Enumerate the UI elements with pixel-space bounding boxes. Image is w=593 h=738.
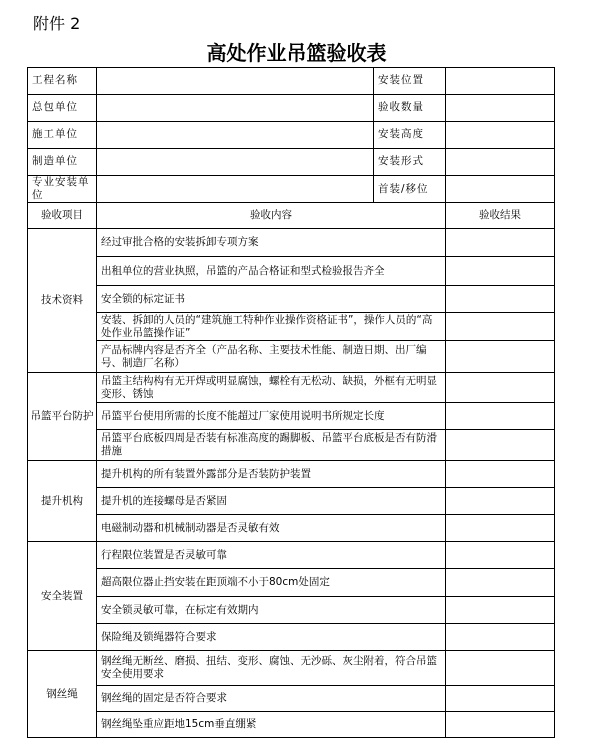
- check-content: 经过审批合格的安装拆卸专项方案: [97, 229, 446, 257]
- info-value-field[interactable]: [97, 95, 374, 122]
- info-value-field[interactable]: [97, 122, 374, 149]
- check-row: [28, 686, 555, 712]
- column-header-row: [28, 203, 555, 229]
- info-label: 安装高度: [374, 122, 446, 149]
- check-content: 超高限位器止挡安装在距顶端不小于80cm处固定: [97, 569, 446, 597]
- check-row: [28, 373, 555, 403]
- check-content: 吊篮平台使用所需的长度不能超过厂家使用说明书所规定长度: [97, 403, 446, 430]
- check-row: [28, 313, 555, 341]
- result-field[interactable]: [446, 430, 555, 461]
- check-content: 钢丝绳无断丝、磨损、扭结、变形、腐蚀、无沙砾、灰尘附着，符合吊篮安全使用要求: [97, 651, 446, 686]
- result-field[interactable]: [446, 569, 555, 597]
- check-row: [28, 461, 555, 488]
- info-label: 专业安装单位: [28, 176, 97, 203]
- check-row: [28, 229, 555, 257]
- result-field[interactable]: [446, 624, 555, 651]
- result-field[interactable]: [446, 686, 555, 712]
- result-field[interactable]: [446, 286, 555, 313]
- result-field[interactable]: [446, 257, 555, 286]
- section-name: 提升机构: [28, 461, 97, 542]
- check-content: 产品标牌内容是否齐全（产品名称、主要技术性能、制造日期、出厂编号、制造厂名称）: [97, 341, 446, 373]
- info-label: 安装形式: [374, 149, 446, 176]
- section-name: 钢丝绳: [28, 651, 97, 738]
- check-row: [28, 488, 555, 515]
- result-field[interactable]: [446, 515, 555, 542]
- result-field[interactable]: [446, 229, 555, 257]
- column-header-item: 验收项目: [28, 203, 97, 229]
- attachment-label: 附件 2: [33, 14, 81, 33]
- result-field[interactable]: [446, 712, 555, 738]
- info-value-field[interactable]: [446, 149, 555, 176]
- check-row: [28, 569, 555, 597]
- info-row: [28, 149, 555, 176]
- info-value-field[interactable]: [446, 95, 555, 122]
- section-name: 吊篮平台防护: [28, 373, 97, 461]
- info-label: 施工单位: [28, 122, 97, 149]
- info-label: 首装/移位: [374, 176, 446, 203]
- info-label: 安装位置: [374, 68, 446, 95]
- check-row: [28, 286, 555, 313]
- section-name: 技术资料: [28, 229, 97, 373]
- result-field[interactable]: [446, 542, 555, 569]
- info-value-field[interactable]: [97, 176, 374, 203]
- inspection-table: [27, 67, 555, 738]
- check-row: [28, 651, 555, 686]
- info-value-field[interactable]: [446, 68, 555, 95]
- result-field[interactable]: [446, 403, 555, 430]
- check-row: [28, 403, 555, 430]
- check-row: [28, 624, 555, 651]
- result-field[interactable]: [446, 597, 555, 624]
- check-content: 安全锁灵敏可靠，在标定有效期内: [97, 597, 446, 624]
- result-field[interactable]: [446, 651, 555, 686]
- check-content: 吊篮平台底板四周是否装有标准高度的踢脚板、吊篮平台底板是否有防滑措施: [97, 430, 446, 461]
- check-row: [28, 712, 555, 738]
- info-row: [28, 68, 555, 95]
- check-content: 安全锁的标定证书: [97, 286, 446, 313]
- info-row: [28, 176, 555, 203]
- column-header-result: 验收结果: [446, 203, 555, 229]
- section-name: 安全装置: [28, 542, 97, 651]
- check-row: [28, 542, 555, 569]
- info-label: 制造单位: [28, 149, 97, 176]
- info-value-field[interactable]: [446, 122, 555, 149]
- column-header-content: 验收内容: [97, 203, 446, 229]
- info-value-field[interactable]: [97, 68, 374, 95]
- check-content: 钢丝绳的固定是否符合要求: [97, 686, 446, 712]
- info-value-field[interactable]: [97, 149, 374, 176]
- check-row: [28, 341, 555, 373]
- check-content: 行程限位装置是否灵敏可靠: [97, 542, 446, 569]
- info-label: 验收数量: [374, 95, 446, 122]
- check-row: [28, 257, 555, 286]
- info-value-field[interactable]: [446, 176, 555, 203]
- info-label: 总包单位: [28, 95, 97, 122]
- check-row: [28, 597, 555, 624]
- result-field[interactable]: [446, 461, 555, 488]
- result-field[interactable]: [446, 341, 555, 373]
- result-field[interactable]: [446, 488, 555, 515]
- check-content: 吊篮主结构构有无开焊或明显腐蚀，螺栓有无松动、缺损，外框有无明显变形、锈蚀: [97, 373, 446, 403]
- check-content: 保险绳及锁绳器符合要求: [97, 624, 446, 651]
- check-content: 安装、拆卸的人员的“建筑施工特种作业操作资格证书”，操作人员的“高处作业吊篮操作证”: [97, 313, 446, 341]
- info-row: [28, 122, 555, 149]
- form-title: 高处作业吊篮验收表: [206, 41, 387, 65]
- info-label: 工程名称: [28, 68, 97, 95]
- info-row: [28, 95, 555, 122]
- check-content: 电磁制动器和机械制动器是否灵敏有效: [97, 515, 446, 542]
- check-content: 钢丝绳坠重应距地15cm垂直绷紧: [97, 712, 446, 738]
- result-field[interactable]: [446, 373, 555, 403]
- result-field[interactable]: [446, 313, 555, 341]
- check-row: [28, 430, 555, 461]
- check-row: [28, 515, 555, 542]
- check-content: 提升机构的所有装置外露部分是否装防护装置: [97, 461, 446, 488]
- check-content: 出租单位的营业执照，吊篮的产品合格证和型式检验报告齐全: [97, 257, 446, 286]
- check-content: 提升机的连接螺母是否紧固: [97, 488, 446, 515]
